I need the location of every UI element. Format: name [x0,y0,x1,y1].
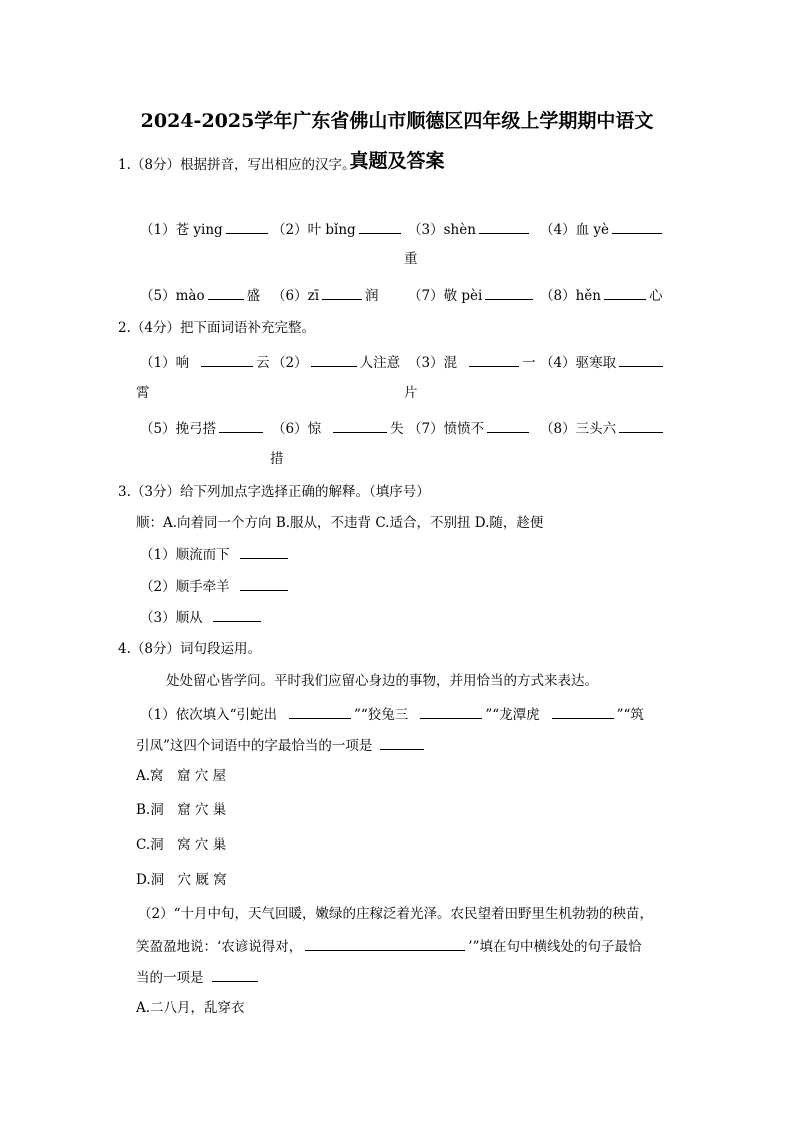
q2-item [408,419,532,438]
q2-item [540,353,666,372]
doc-title-line1: 2024-2025学年广东省佛山市顺德区四年级上学期期中语文 [140,110,654,132]
text-segment: ”“狡兔三 [354,707,409,723]
text-segment: （7）愤愤不 [408,421,485,437]
text-segment: （7）敬 pèi [408,288,483,304]
q1-stem: 1.（8分）根据拼音，写出相应的汉字。 [118,157,356,173]
q4-s1-cont [136,736,427,755]
text-segment: ”“筑 [616,707,644,723]
answer-blank [213,608,261,622]
text-segment: ”“龙潭虎 [485,707,540,723]
q2-wrap: 片 [404,385,418,401]
q1-item [140,286,260,305]
q1-item [408,220,532,239]
text-segment: （1）响 [140,355,190,371]
answer-blank [487,419,529,433]
q1-item [540,286,662,305]
option: D.洞 穴 厩 窝 [136,872,227,888]
text-segment: （8）三头六 [540,421,617,437]
answer-blank [219,419,263,433]
q2-item [272,419,404,438]
answer-blank [226,220,268,234]
answer-blank [380,736,424,750]
answer-blank [305,937,465,951]
q1-item [140,220,271,239]
answer-blank [208,286,244,300]
text-segment: 笑盈盈地说：‘农谚说得对， [136,939,303,955]
text-segment: （1）苍 ying [140,222,223,238]
answer-blank [311,353,357,367]
q2-item [540,419,666,438]
q3-item [140,545,291,564]
answer-blank [479,220,529,234]
answer-blank [604,286,646,300]
answer-blank [322,286,362,300]
answer-blank [619,419,663,433]
text-segment: （2） [272,355,308,371]
doc-title-line2: 真题及答案 [349,150,445,172]
q2-item [140,419,266,438]
q4-s2-cont [136,937,642,956]
answer-blank [485,286,533,300]
text-segment: （5）挽弓搭 [140,421,217,437]
text-segment: 当的一项是 [136,970,204,986]
q3-def: 顺：A.向着同一个方向 B.服从，不违背 C.适合，不别扭 D.随，趁便 [136,515,544,531]
q4-s1 [140,705,644,724]
text-segment: （4）驱寒取 [540,355,617,371]
q1-item [272,220,404,239]
answer-blank [212,968,258,982]
q2-item [140,353,270,372]
text-segment: （3）shèn [408,222,476,238]
q1-item [540,220,665,239]
q2-item [272,353,400,372]
answer-blank [333,419,387,433]
text-segment: 润 [365,288,379,304]
answer-blank [240,545,288,559]
q1-item [408,286,536,305]
text-segment: （6）惊 [272,421,322,437]
text-segment: 心 [648,288,663,304]
q4-s2-end [136,968,261,987]
answer-blank [201,353,253,367]
text-segment: 失 [390,421,404,437]
text-segment: ’”填在句中横线处的句子最恰 [468,939,642,955]
text-segment: 一 [522,355,536,371]
answer-blank [552,705,614,719]
text-segment: （1）依次填入“引蛇出 [140,707,277,723]
q1-wrap: 重 [404,251,418,267]
text-segment: （3）顺从 [140,610,203,626]
option: C.洞 窝 穴 巢 [136,837,227,853]
q2-wrap: 措 [270,451,284,467]
text-segment: （1）顺流而下 [140,547,230,563]
text-segment: （2）顺手牵羊 [140,579,230,595]
text-segment: （8）hěn [540,288,601,304]
answer-blank [469,353,519,367]
option: A.窝 窟 穴 屋 [136,768,227,784]
answer-blank [619,353,663,367]
q3-stem: 3.（3分）给下列加点字选择正确的解释。（填序号） [118,484,430,500]
answer-blank [420,705,482,719]
q2-stem: 2.（4分）把下面词语补充完整。 [118,320,315,336]
q4-intro: 处处留心皆学问。平时我们应留心身边的事物，并用恰当的方式来表达。 [166,673,598,689]
text-segment: （4）血 yè [540,222,609,238]
text-segment: （6）zī [272,288,320,304]
text-segment: 云 [256,355,270,371]
option: A.二八月，乱穿衣 [136,1000,245,1016]
text-segment: （2）叶 bǐng [272,222,356,238]
q3-item [140,577,291,596]
answer-blank [240,577,288,591]
text-segment: 盛 [246,288,261,304]
q2-wrap: 霄 [136,385,150,401]
text-segment: 人注意 [359,355,401,371]
option: B.洞 窟 穴 巢 [136,802,227,818]
answer-blank [359,220,401,234]
q2-item [408,353,536,372]
answer-blank [289,705,351,719]
q3-item [140,608,264,627]
answer-blank [612,220,662,234]
text-segment: （5）mào [140,288,205,304]
text-segment: 引凤”这四个词语中的字最恰当的一项是 [136,738,373,754]
q4-stem: 4.（8分）词句段运用。 [118,641,261,657]
q4-s2: （2）“十月中旬，天气回暖，嫩绿的庄稼泛着光泽。农民望着田野里生机勃勃的秧苗， [138,906,653,922]
text-segment: （3）混 [408,355,458,371]
q1-item [272,286,379,305]
